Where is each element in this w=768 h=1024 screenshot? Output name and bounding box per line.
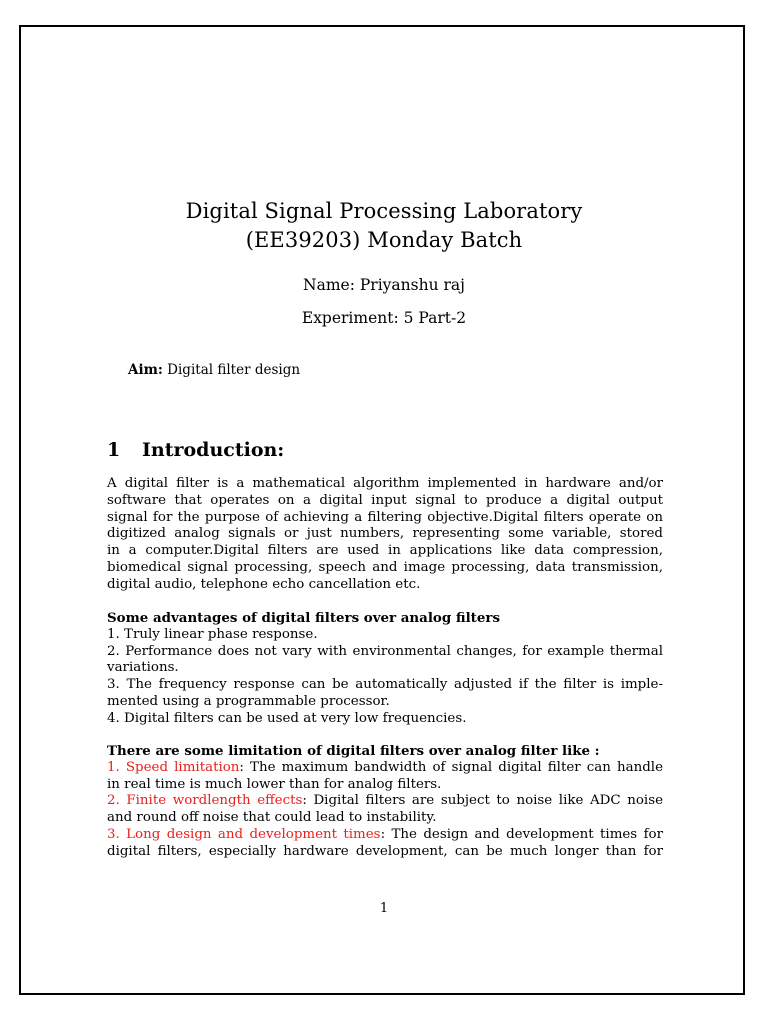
intro-line: software that operates on a digital input signal to produce a digital output — [107, 492, 663, 508]
section-heading-introduction — [107, 439, 284, 461]
experiment-number: Experiment: 5 Part-2 — [301, 309, 467, 327]
document-title-line-2: (EE39203) Monday Batch — [245, 228, 523, 252]
limitation-item-wordlength — [107, 793, 663, 810]
advantage-item: 2. Performance does not vary with environmental changes, for example thermal — [107, 643, 663, 659]
limitations-heading: There are some limitation of digital filters over analog filter like : — [107, 743, 600, 759]
limitation-item-speed — [107, 760, 663, 777]
author-name: Name: Priyanshu raj — [303, 276, 465, 294]
advantage-item: 4. Digital filters can be used at very low frequencies. — [107, 710, 467, 726]
intro-paragraph — [107, 476, 663, 594]
limitation-text: : The design and development times for — [380, 826, 663, 842]
limitation-text: : The maximum bandwidth of signal digital filter can handle — [239, 759, 664, 775]
limitation-label: 2. Finite wordlength effects — [107, 793, 303, 809]
intro-line: digitized analog signals or just numbers, representing some variable, stored — [107, 526, 663, 542]
section-title: Introduction: — [142, 439, 285, 461]
limitation-continuation: in real time is much lower than for analog filters. — [107, 776, 442, 792]
advantage-item-continuation: variations. — [107, 660, 179, 676]
intro-line: biomedical signal processing, speech and image processing, data transmission, — [107, 559, 663, 575]
intro-line: A digital filter is a mathematical algorithm implemented in hardware and/or — [107, 476, 663, 491]
page-number: 1 — [379, 901, 389, 916]
limitation-label: 3. Long design and development times — [107, 826, 381, 842]
document-title-line-1: Digital Signal Processing Laboratory — [185, 199, 583, 223]
limitations-list — [107, 743, 663, 861]
limitation-item-design-time — [107, 827, 663, 844]
aim-text: Digital filter design — [162, 362, 301, 378]
advantages-heading: Some advantages of digital filters over analog filters — [107, 610, 500, 626]
limitation-continuation: and round off noise that could lead to instability. — [107, 810, 437, 826]
advantage-item: 1. Truly linear phase response. — [107, 626, 318, 642]
section-number: 1 — [107, 439, 121, 461]
intro-line: digital audio, telephone echo cancellation etc. — [107, 576, 421, 592]
advantage-item: 3. The frequency response can be automatically adjusted if the filter is imple- — [107, 677, 663, 693]
aim-statement — [128, 362, 300, 378]
advantages-list — [107, 610, 663, 728]
intro-line: signal for the purpose of achieving a filtering objective.Digital filters operate on — [107, 509, 663, 525]
limitation-label: 1. Speed limitation — [107, 759, 240, 775]
limitation-continuation: digital filters, especially hardware development, can be much longer than for — [107, 843, 663, 859]
limitation-text: : Digital filters are subject to noise like ADC noise — [302, 793, 663, 809]
advantage-item-continuation: mented using a programmable processor. — [107, 693, 390, 709]
intro-line: in a computer.Digital filters are used in applications like data compression, — [107, 543, 663, 559]
aim-label: Aim: — [128, 362, 163, 378]
